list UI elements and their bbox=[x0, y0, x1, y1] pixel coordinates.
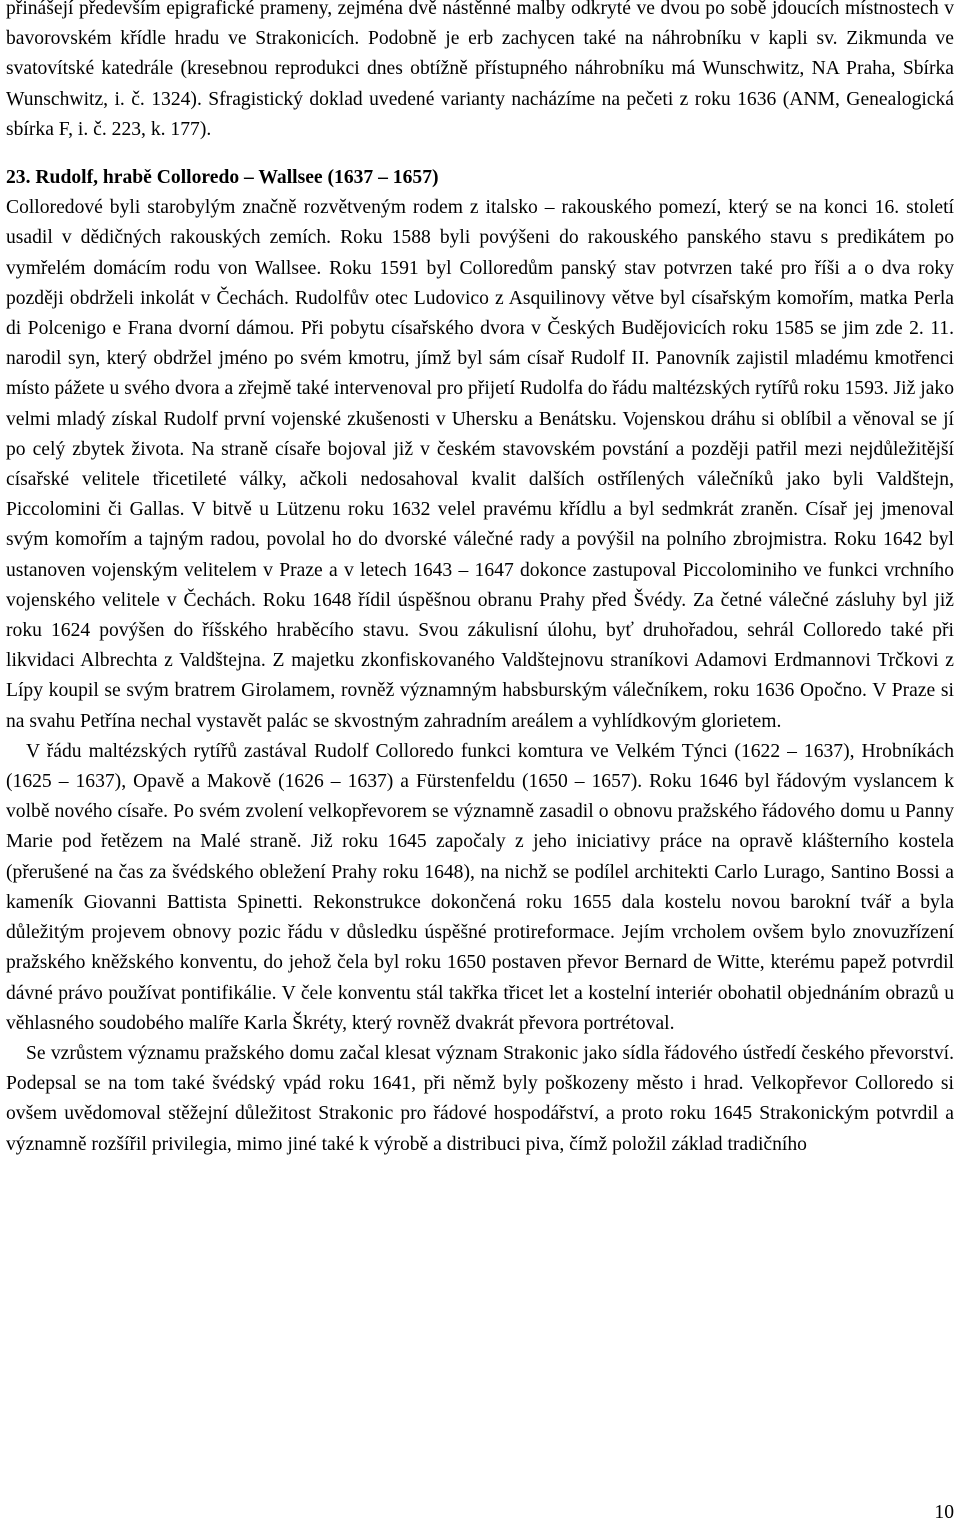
section-heading: 23. Rudolf, hrabě Colloredo – Wallsee (1637 – 1657) bbox=[6, 167, 439, 189]
body-paragraph-2: V řádu maltézských rytířů zastával Rudolf Colloredo funkci komtura ve Velkém Týnci (1622 – 1637), Hrobníkách (1625 – 1637), Opavě a Makově (1626 – 1637) a Fürstenfeldu (1650 – 1657). Roku 1646 byl řádovým vyslancem k volbě nového císaře. Po svém zvolení velkopřevorem se významně zasadil o obnovu pražského řádového domu u Panny Marie pod řetězem na Malé straně. Již roku 1645 započaly z jeho iniciativy práce na opravě klášterního kostela (přerušené na čas za švédského obležení Prahy roku 1648), na nichž se podílel architekti Carlo Lurago, Santino Bossi a kameník Giovanni Battista Spinetti. Rekonstrukce dokončená roku 1655 dala kostelu novou barokní tvář a byla důležitým projevem obnovy pozic řádu v důsledku úspěšné protireformace. Jejím vrcholem ovšem bylo znovuzřízení pražského kněžského konventu, do jehož čela byl roku 1650 postaven převor Bernard de Witte, kterému papež potvrdil dávné právo používat pontifikálie. V čele konventu stál takřka třicet let a kostelní interiér obohatil objednáním obrazů u věhlasného soudobého malíře Karla Škréty, který rovněž dvakrát převora portrétoval. bbox=[6, 740, 954, 1034]
intro-paragraph: přinášejí především epigrafické prameny, zejména dvě nástěnné malby odkryté ve dvou po sobě jdoucích místnostech v bavorovském křídle hradu ve Strakonicích. Podobně je erb zachycen také na náhrobníku v kapli sv. Zikmunda ve svatovítské katedrále (kresebnou reprodukci dnes obtížně přístupného náhrobníku má Wunschwitz, NA Praha, Sbírka Wunschwitz, i. č. 1324). Sfragistický doklad uvedené varianty nacházíme na pečeti z roku 1636 (ANM, Genealogická sbírka F, i. č. 223, k. 177). bbox=[6, 0, 954, 140]
page-number: 10 bbox=[934, 1502, 954, 1523]
document-page bbox=[6, 0, 954, 1160]
body-paragraph-3: Se vzrůstem významu pražského domu začal klesat význam Strakonic jako sídla řádového ústředí českého převorství. Podepsal se na tom také švédský vpád roku 1641, při němž byly poškozeny město i hrad. Velkopřevor Colloredo si ovšem uvědomoval stěžejní důležitost Strakonic pro řádové hospodářství, a proto roku 1645 Strakonickým potvrdil a významně rozšířil privilegia, mimo jiné také k výrobě a distribuci piva, čímž položil základ tradičního bbox=[6, 1042, 954, 1155]
body-paragraph-1: Colloredové byli starobylým značně rozvětveným rodem z italsko – rakouského pomezí, který se na konci 16. století usadil v dědičných rakouských zemích. Roku 1588 byli povýšeni do rakouského panského stavu s predikátem po vymřelém domácím rodu von Wallsee. Roku 1591 byl Colloredům panský stav potvrzen také pro říši a o dva roky později obdrželi inkolát v Čechách. Rudolfův otec Ludovico z Asquilinovy větve byl císařským komořím, matka Perla di Polcenigo e Frana dvorní dámou. Při pobytu císařského dvora v Českých Budějovicích roku 1585 se jim zde 2. 11. narodil syn, který obdržel jméno po svém kmotru, jímž byl sám císař Rudolf II. Panovník zajistil mladému kmotřenci místo pážete u svého dvora a zřejmě také intervenoval pro přijetí Rudolfa do řádu maltézských rytířů roku 1593. Již jako velmi mladý získal Rudolf první vojenské zkušenosti v Uhersku a Benátsku. Vojenskou dráhu si oblíbil a věnoval se jí po celý zbytek života. Na straně císaře bojoval již v českém stavovském povstání a později patřil mezi nejdůležitější císařské velitele třicetileté války, ačkoli nedosahoval kvalit dalších ostřílených válečníků jako byli Valdštejn, Piccolomini či Gallas. V bitvě u Lützenu roku 1632 velel pravému křídlu a byl sedmkrát zraněn. Císař jej jmenoval svým komořím a tajným radou, povolal ho do dvorské válečné rady a povýšil na polního zbrojmistra. Roku 1642 byl ustanoven vojenským velitelem v Praze a v letech 1643 – 1647 dokonce zastupoval Piccolominiho ve funkci vrchního vojenského velitele v Čechách. Roku 1648 řídil úspěšnou obranu Prahy před Švédy. Za četné válečné zásluhy byl již roku 1624 povýšen do říšského hraběcího stavu. Svou zákulisní úlohu, byť druhořadou, sehrál Colloredo také při likvidaci Albrechta z Valdštejna. Z majetku zkonfiskovaného Valdštejnovu straníkovi Adamovi Erdmannovi Trčkovi z Lípy koupil se svým bratrem Girolamem, rovněž významným habsburským válečníkem, roku 1636 Opočno. V Praze si na svahu Petřína nechal vystavět palác se skvostným zahradním areálem a vyhlídkovým glorietem. bbox=[6, 197, 954, 732]
